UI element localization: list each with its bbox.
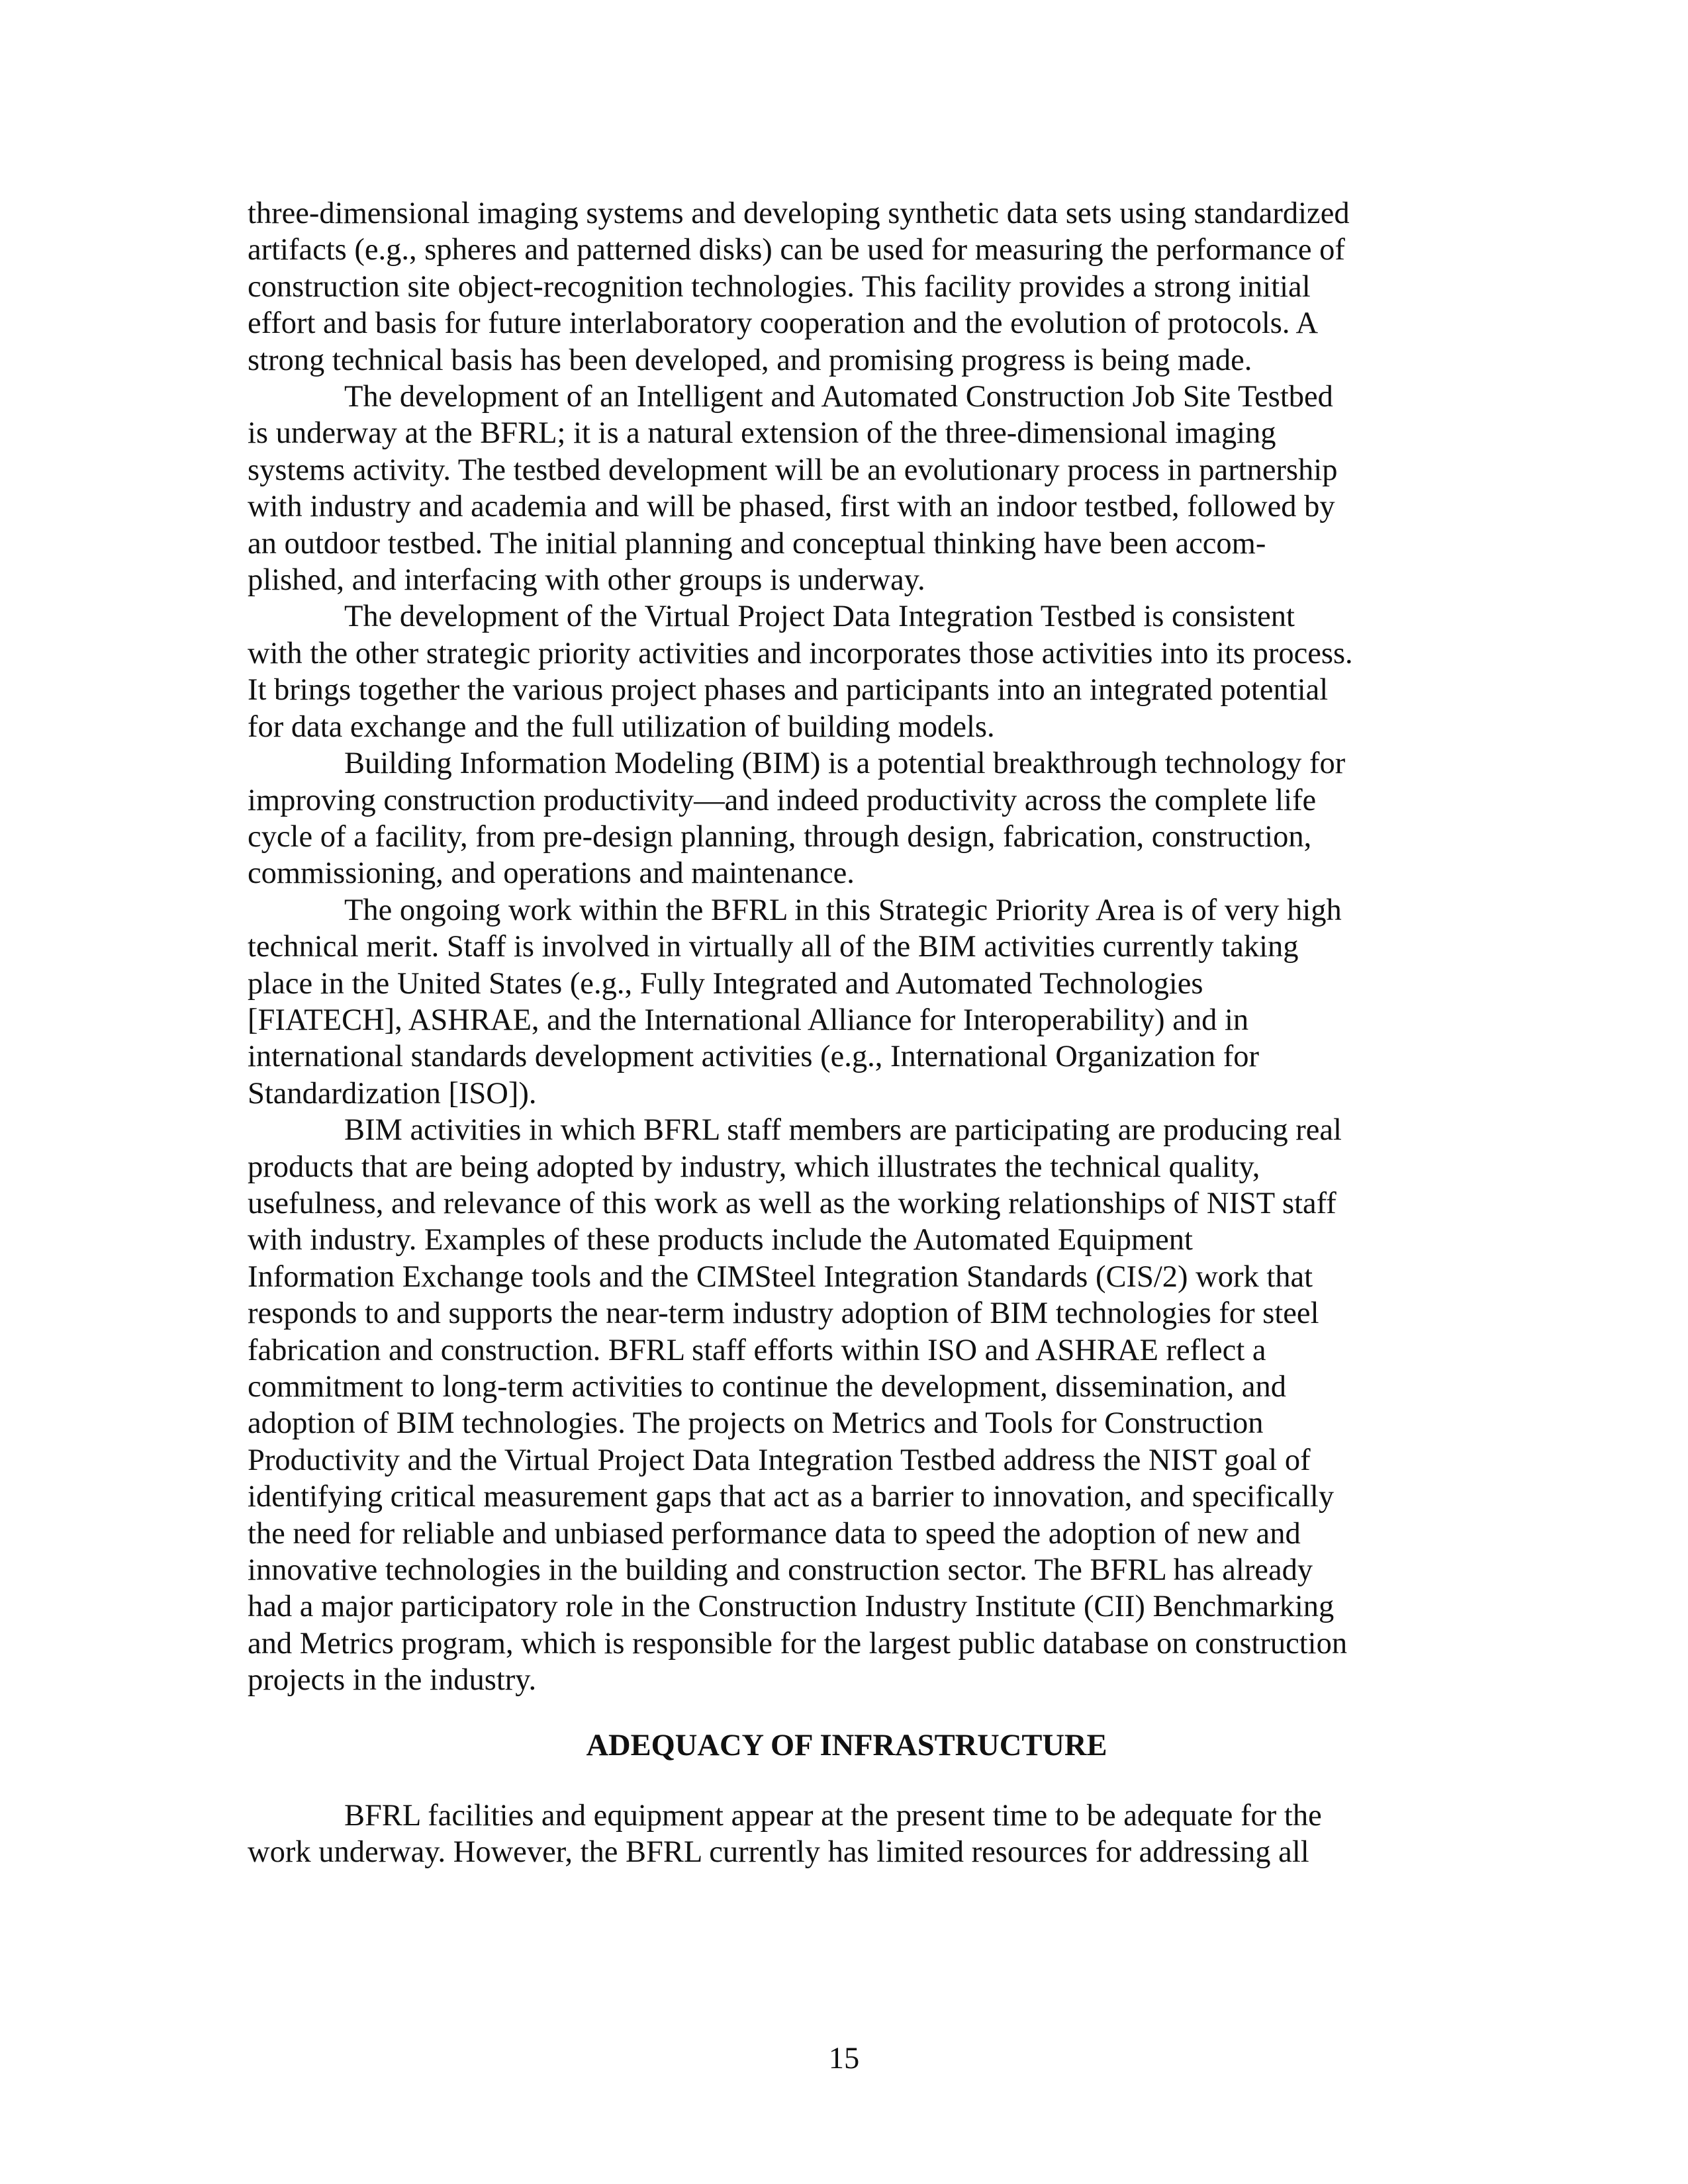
paragraph-technical-merit: The ongoing work within the BFRL in this Strategic Priority Area is of very high technical merit. Staff is involved in virtually all of the BIM activities currently taking place in the United States (e.g., Fully Integrated and Automated Technologies [FIATECH], ASHRAE, and the International Alliance for Interoperability) and in international standards development activities (e.g., International Organization for Standardization [ISO]). (248, 893, 1342, 1111)
paragraph-adequacy: BFRL facilities and equipment appear at the present time to be adequate for the work underway. However, the BFRL currently has limited resources for addressing all (248, 1799, 1322, 1870)
section-heading: ADEQUACY OF INFRASTRUCTURE (586, 1729, 1107, 1762)
paragraph-bim-overview: Building Information Modeling (BIM) is a potential breakthrough technology for improving construction productivity—and indeed productivity across the complete life cycle of a facility, from pre-design planning, through design, fabrication, construction, commissioning, and operations and maintenance. (248, 747, 1346, 891)
body-text (248, 195, 1446, 1699)
paragraph-bim-activities: BIM activities in which BFRL staff members are participating are producing real products that are being adopted by industry, which illustrates the technical quality, usefulness, and relevance of this work as well as the working relationships of NIST staff with industry. Examples of these products include the Automated Equipment Information Exchange tools and the CIMSteel Integration Standards (CIS/2) work that responds to and supports the near-term industry adoption of BIM technologies for steel fabrication and construction. BFRL staff efforts within ISO and ASHRAE reflect a commitment to long-term activities to continue the development, dissemination, and adoption of BIM technologies. The projects on Metrics and Tools for Construction Productivity and the Virtual Project Data Integration Testbed address the NIST goal of identifying critical measurement gaps that act as a barrier to innovation, and specifically the need for reliable and unbiased performance data to speed the adoption of new and innovative technologies in the building and construction sector. The BFRL has already had a major participatory role in the Construction Industry Institute (CII) Benchmarking and Metrics program, which is responsible for the largest public database on construction projects in the industry. (248, 1113, 1348, 1698)
paragraph-job-site-testbed: The development of an Intelligent and Automated Construction Job Site Testbed is underway at the BFRL; it is a natural extension of the three-dimensional imaging systems activity. The testbed development will be an evolutionary process in partnership with industry and academia and will be phased, first with an indoor testbed, followed by an outdoor testbed. The initial planning and conceptual thinking have been accom- plished, and interfacing with other groups is underway. (248, 380, 1338, 598)
paragraph-virtual-project-testbed: The development of the Virtual Project Data Integration Testbed is consistent with the other strategic priority activities and incorporates those activities into its process. It brings together the various project phases and participants into an integrated potential for data exchange and the full utilization of building models. (248, 600, 1353, 744)
paragraph-continuation: three-dimensional imaging systems and developing synthetic data sets using standardized artifacts (e.g., spheres and patterned disks) can be used for measuring the performance of construction site object-recognition technologies. This facility provides a strong initial effort and basis for future interlaboratory cooperation and the evolution of protocols. A strong technical basis has been developed, and promising progress is being made. (248, 197, 1350, 377)
page-number: 15 (828, 2042, 860, 2075)
